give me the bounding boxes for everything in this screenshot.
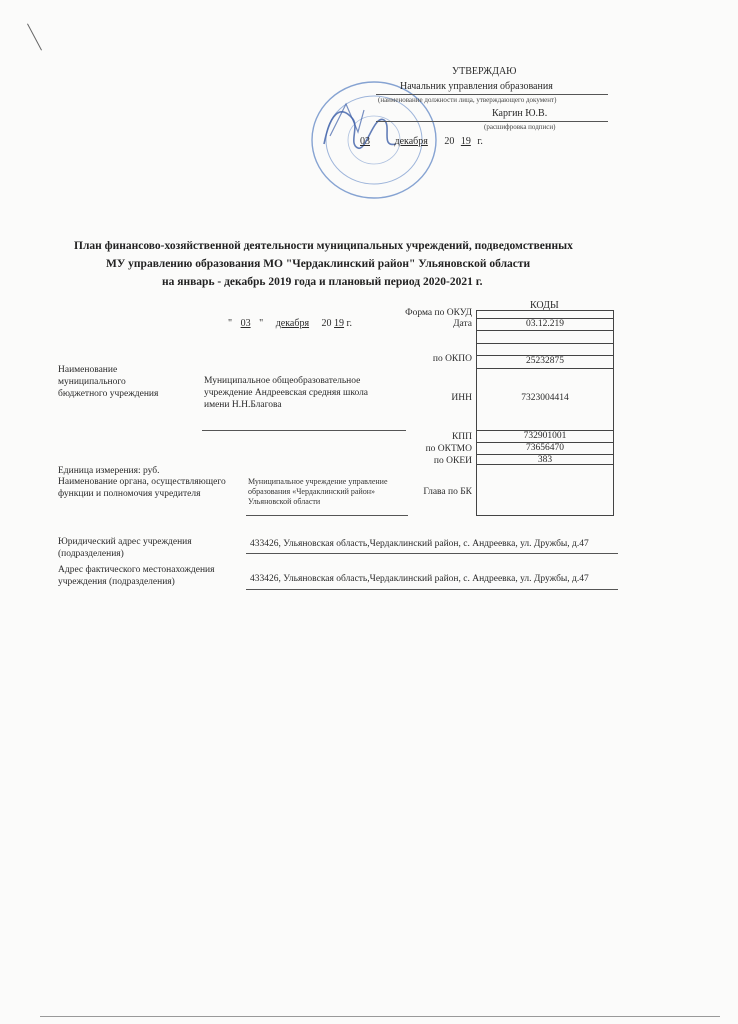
code-label-bk: Глава по БК xyxy=(423,487,472,497)
approval-date: 03 декабря 20 19 г. xyxy=(360,136,483,147)
legal-address-label: Юридический адрес учреждения (подразделения) xyxy=(58,537,192,559)
code-value-okei: 383 xyxy=(477,455,613,465)
scan-mark xyxy=(27,24,42,51)
actual-address-label: Адрес фактического местонахождения учреждения (подразделения) xyxy=(58,565,215,587)
code-label-okpo: по ОКПО xyxy=(432,354,472,364)
code-value-okpo: 25232875 xyxy=(477,356,613,369)
code-label-date: Дата xyxy=(453,319,472,329)
legal-address-value: 433426, Ульяновская область,Чердаклинский район, с. Андреевка, ул. Дружбы, д.47 xyxy=(250,539,589,549)
scan-bottom-edge xyxy=(40,1016,720,1017)
actual-address-line xyxy=(246,589,618,590)
code-label-okud: Форма по ОКУД xyxy=(405,308,472,318)
page-title-line1: План финансово-хозяйственной деятельности муниципальных учреждений, подведомственных xyxy=(74,240,573,252)
code-value-okud xyxy=(477,311,613,319)
approval-position: Начальник управления образования xyxy=(400,81,553,92)
approval-name: Каргин Ю.В. xyxy=(492,108,548,119)
approval-name-hint: (расшифровка подписи) xyxy=(484,123,556,131)
code-label-inn: ИНН xyxy=(451,393,472,403)
code-label-kpp: КПП xyxy=(451,432,472,442)
approval-position-hint: (наименование должности лица, утверждающего документ) xyxy=(378,96,557,104)
institution-label: Наименование муниципального бюджетного учреждения xyxy=(58,365,159,399)
authority-value: Муниципальное учреждение управление образования «Чердаклинский район» Ульяновской области xyxy=(248,477,388,506)
institution-line xyxy=(202,430,406,431)
approval-position-line xyxy=(376,94,608,95)
codes-header: КОДЫ xyxy=(530,300,559,311)
approval-heading: УТВЕРЖДАЮ xyxy=(452,66,517,77)
code-value-bk xyxy=(477,465,613,517)
authority-label: Наименование органа, осуществляющего функции и полномочия учредителя xyxy=(58,477,226,499)
units-label: Единица измерения: руб. xyxy=(58,466,160,476)
codes-table xyxy=(476,310,614,516)
code-value-inn: 7323004414 xyxy=(477,369,613,431)
legal-address-line xyxy=(246,553,618,554)
code-value-blank1 xyxy=(477,331,613,344)
code-value-kpp: 732901001 xyxy=(477,431,613,443)
approval-name-line xyxy=(376,121,608,122)
code-value-date: 03.12.219 xyxy=(477,319,613,331)
code-value-blank2 xyxy=(477,344,613,356)
document-date: " 03 " декабря 20 19 г. xyxy=(228,318,353,329)
page-title-line3: на январь - декабрь 2019 года и плановый период 2020-2021 г. xyxy=(162,276,483,288)
page-title-line2: МУ управлению образования МО "Чердаклинский район" Ульяновской области xyxy=(106,258,531,270)
actual-address-value: 433426, Ульяновская область,Чердаклинский район, с. Андреевка, ул. Дружбы, д.47 xyxy=(250,574,589,584)
code-value-oktmo: 73656470 xyxy=(477,443,613,455)
code-label-okei: по ОКЕИ xyxy=(433,456,472,466)
authority-line xyxy=(246,515,408,516)
institution-value: Муниципальное общеобразовательное учреждение Андреевская средняя школа имени Н.Н.Благова xyxy=(204,376,369,410)
code-label-oktmo: по ОКТМО xyxy=(425,444,472,454)
